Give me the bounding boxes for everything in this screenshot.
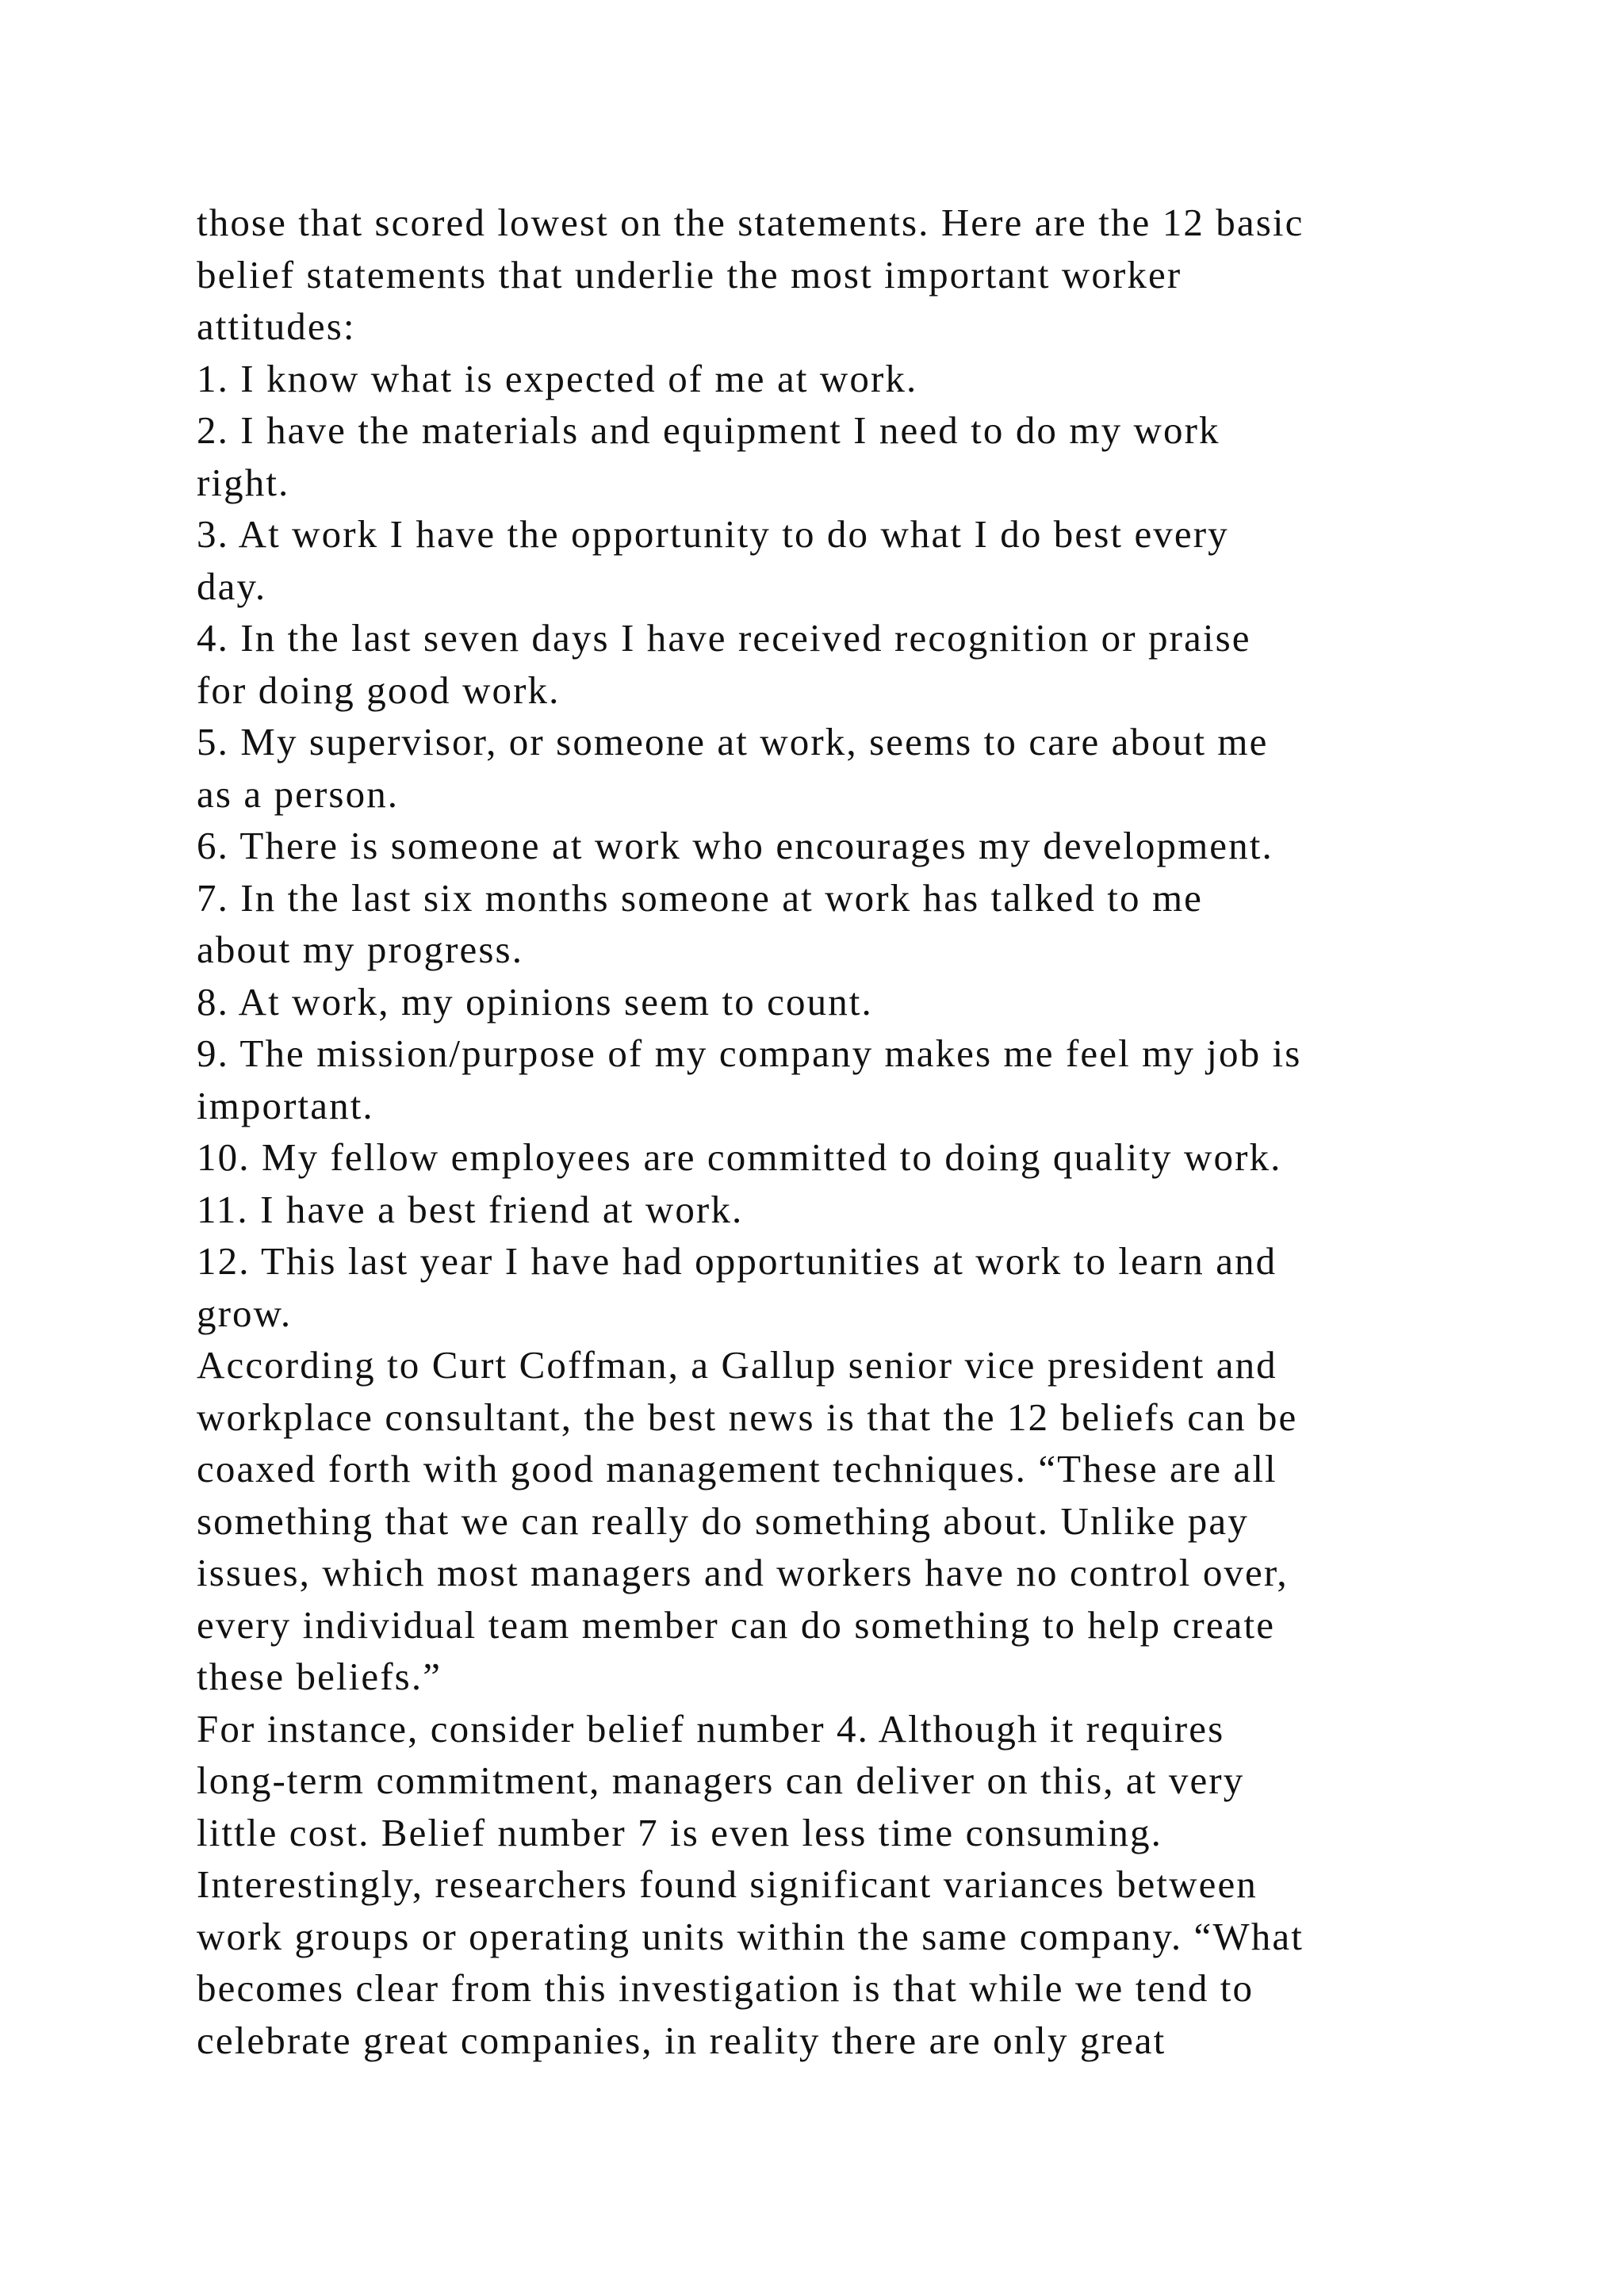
- text-line: those that scored lowest on the statements. Here are the 12 basic: [197, 201, 1304, 244]
- text-line: long-term commitment, managers can deliver on this, at very: [197, 1758, 1245, 1802]
- text-line: becomes clear from this investigation is that while we tend to: [197, 1966, 1254, 2010]
- list-item-5: 5. My supervisor, or someone at work, seems to care about me: [197, 720, 1269, 763]
- text-line: attitudes:: [197, 304, 356, 348]
- list-item-3: 3. At work I have the opportunity to do what I do best every: [197, 512, 1229, 556]
- text-line: work groups or operating units within the same company. “What: [197, 1914, 1304, 1958]
- text-line: belief statements that underlie the most important worker: [197, 252, 1182, 297]
- list-item-11: 11. I have a best friend at work.: [197, 1187, 744, 1231]
- list-item-9: 9. The mission/purpose of my company makes me feel my job is: [197, 1031, 1302, 1075]
- text-line: little cost. Belief number 7 is even less time consuming.: [197, 1810, 1162, 1854]
- text-line: workplace consultant, the best news is that the 12 beliefs can be: [197, 1395, 1298, 1439]
- text-line: According to Curt Coffman, a Gallup senior vice president and: [197, 1343, 1277, 1387]
- text-line: celebrate great companies, in reality there are only great: [197, 2018, 1166, 2062]
- list-item-10: 10. My fellow employees are committed to doing quality work.: [197, 1135, 1282, 1179]
- text-line: Interestingly, researchers found significant variances between: [197, 1862, 1258, 1906]
- list-item-12-cont: grow.: [197, 1291, 293, 1335]
- list-item-1: 1. I know what is expected of me at work.: [197, 356, 918, 400]
- list-item-2: 2. I have the materials and equipment I need to do my work: [197, 408, 1220, 452]
- list-item-9-cont: important.: [197, 1083, 374, 1127]
- list-item-7: 7. In the last six months someone at work has talked to me: [197, 875, 1204, 920]
- list-item-4-cont: for doing good work.: [197, 668, 561, 712]
- list-item-7-cont: about my progress.: [197, 928, 524, 971]
- text-line: every individual team member can do something to help create: [197, 1602, 1276, 1647]
- document-body-text: [197, 197, 1529, 2066]
- text-line: For instance, consider belief number 4. Although it requires: [197, 1706, 1225, 1751]
- text-line: these beliefs.”: [197, 1655, 442, 1698]
- list-item-6: 6. There is someone at work who encourages my development.: [197, 824, 1274, 867]
- list-item-5-cont: as a person.: [197, 771, 400, 816]
- list-item-8: 8. At work, my opinions seem to count.: [197, 979, 873, 1024]
- text-line: something that we can really do something about. Unlike pay: [197, 1498, 1249, 1543]
- list-item-2-cont: right.: [197, 460, 290, 504]
- text-line: issues, which most managers and workers have no control over,: [197, 1551, 1289, 1594]
- list-item-4: 4. In the last seven days I have received recognition or praise: [197, 616, 1251, 660]
- list-item-12: 12. This last year I have had opportunities at work to learn and: [197, 1239, 1277, 1283]
- list-item-3-cont: day.: [197, 564, 267, 608]
- text-line: coaxed forth with good management techniques. “These are all: [197, 1447, 1277, 1490]
